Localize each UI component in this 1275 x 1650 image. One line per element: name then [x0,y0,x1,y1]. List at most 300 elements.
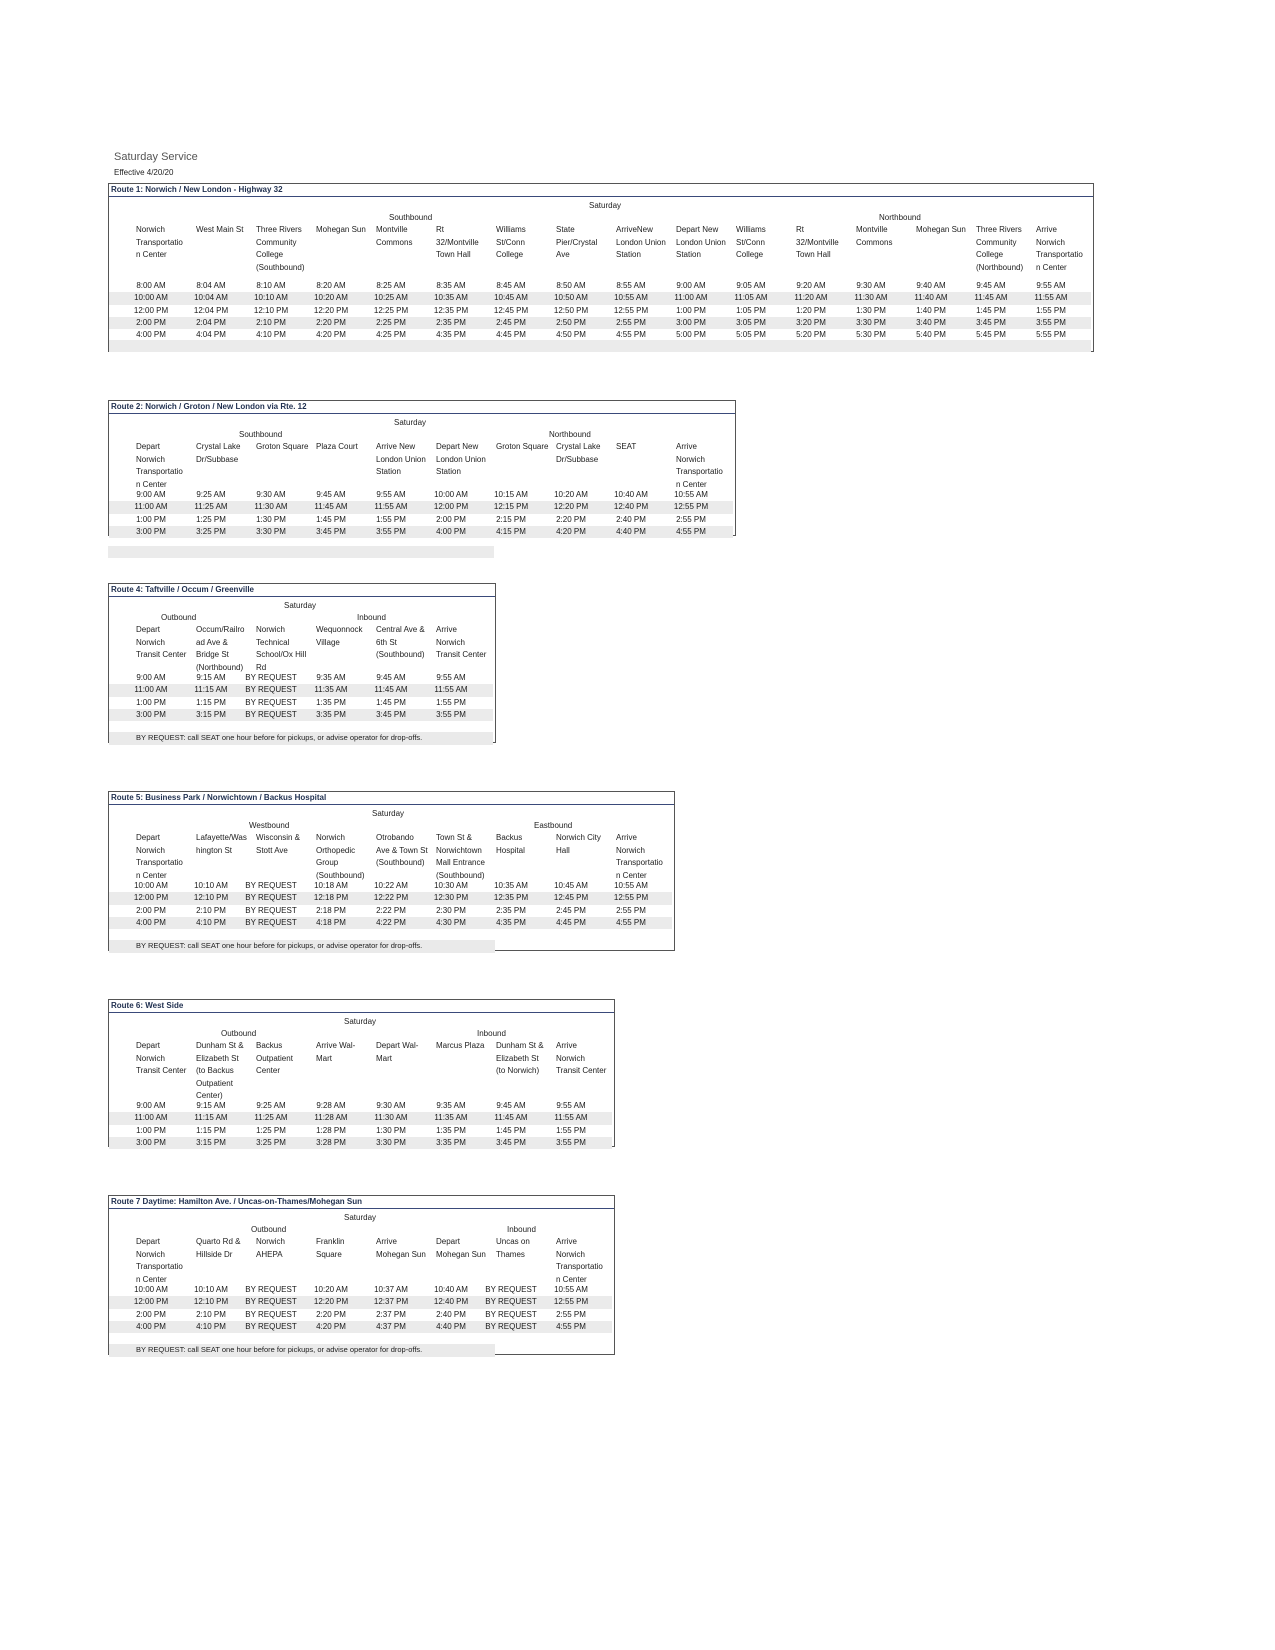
table-cell: 12:10 PM [193,1297,229,1307]
route-table-3 [108,583,496,743]
table-cell: 11:00 AM [134,685,168,695]
table-cell: 9:40 AM [916,281,946,290]
table-row [109,1284,612,1297]
table-cell: BY REQUEST [245,709,297,719]
table-row [109,317,1091,330]
column-header: West Main St [196,225,244,234]
day-label: Saturday [344,1213,377,1222]
table-cell: 5:55 PM [1036,330,1066,340]
table-cell: 12:55 PM [553,1297,589,1307]
table-cell: 8:50 AM [556,281,586,290]
table-cell: 4:20 PM [316,330,346,340]
table-cell: 1:30 PM [376,1125,406,1135]
table-cell: 10:10 AM [194,881,228,890]
table-cell: 10:37 AM [374,1285,408,1294]
table-cell: 4:04 PM [196,330,226,340]
table-cell: 2:20 PM [316,1309,346,1319]
table-cell: 4:00 PM [436,526,466,536]
day-label: Saturday [589,201,622,210]
table-cell: 8:55 AM [616,281,646,290]
table-cell: 12:50 PM [553,305,589,315]
table-row [109,892,672,905]
column-header: Arrive Norwich Transit Center [556,1041,607,1075]
table-cell: 4:22 PM [376,917,406,927]
table-cell: 9:28 AM [316,1101,346,1110]
table-cell: 9:15 AM [196,1101,226,1110]
table-cell: 3:15 PM [196,1137,226,1147]
column-header: Crystal Lake Dr/Subbase [556,442,601,464]
table-cell: 4:55 PM [616,917,646,927]
table-cell: 3:30 PM [376,1137,406,1147]
table-cell: 2:55 PM [556,1309,586,1319]
table-cell: 3:45 PM [976,317,1006,327]
table-cell: 4:35 PM [496,917,526,927]
column-header: Norwich Transportatio n Center [136,225,183,259]
table-cell: 3:35 PM [316,709,346,719]
day-label: Saturday [372,809,405,818]
direction-label: Outbound [251,1225,287,1234]
table-cell: 12:04 PM [193,305,229,315]
column-header: Arrive Norwich Transportatio n Center [556,1237,603,1284]
table-cell: 2:04 PM [196,317,226,327]
table-cell: 10:20 AM [314,1285,348,1294]
table-cell: 1:30 PM [856,305,886,315]
column-header: Arrive Wal- Mart [316,1041,356,1063]
table-cell: 3:00 PM [136,1137,166,1147]
direction-label: Outbound [161,613,197,622]
table-cell: 1:05 PM [736,305,766,315]
table-cell: 9:35 AM [436,1101,466,1110]
by-request-note: BY REQUEST: call SEAT one hour before for pickups, or advise operator for drop-offs. [109,732,493,745]
table-cell: 9:45 AM [976,281,1006,290]
table-cell: 3:45 PM [376,709,406,719]
table-cell: 11:25 AM [194,502,228,512]
column-header: Williams St/Conn College [736,225,766,259]
table-cell: 2:50 PM [556,317,586,327]
column-header: Mohegan Sun [316,225,366,234]
column-header: Norwich City Hall [556,833,601,855]
table-cell: 1:00 PM [136,514,166,524]
column-header: Lafayette/Was hington St [196,833,247,855]
table-cell: 11:55 AM [1034,293,1068,303]
table-cell: 11:40 AM [914,293,948,303]
table-cell: BY REQUEST [245,685,297,695]
table-cell: 3:30 PM [856,317,886,327]
column-header: Arrive Norwich Transportatio n Center [1036,225,1083,272]
table-cell: BY REQUEST [245,905,297,915]
table-cell: 10:40 AM [434,1285,468,1294]
table-cell: 2:35 PM [496,905,526,915]
table-cell: 5:20 PM [796,330,826,340]
table-cell: 12:35 PM [493,893,529,903]
table-cell: 12:00 PM [133,305,169,315]
table-cell: 11:35 AM [434,1113,468,1123]
table-cell: 3:40 PM [916,317,946,327]
table-cell: BY REQUEST [245,1321,297,1331]
table-cell: 2:00 PM [436,514,466,524]
column-header: Otrobando Ave & Town St (Southbound) [376,833,428,867]
direction-label: Outbound [221,1029,257,1038]
direction-label: Westbound [249,821,290,830]
table-cell: 3:00 PM [136,526,166,536]
table-cell: 9:55 AM [436,673,466,682]
table-cell: 9:25 AM [196,490,226,499]
table-row [109,514,733,527]
column-header: Three Rivers Community College (Northbound) [976,225,1024,272]
column-header: Norwich Orthopedic Group (Southbound) [316,833,365,880]
column-header: Backus Outpatient Center [256,1041,293,1075]
table-cell: 11:35 AM [314,685,348,695]
spacer-band [109,340,1091,352]
column-header: Three Rivers Community College (Southbound) [256,225,305,272]
table-cell: 11:30 AM [254,502,288,512]
table-cell: 12:30 PM [433,893,469,903]
table-cell: 1:45 PM [376,697,406,707]
column-header: Montville Commons [856,225,893,247]
table-cell: 3:00 PM [676,317,706,327]
table-row [109,489,733,502]
table-cell: 9:45 AM [376,673,406,682]
table-cell: 1:55 PM [1036,305,1066,315]
table-cell: 3:25 PM [256,1137,286,1147]
column-header: Depart Norwich Transportatio n Center [136,1237,183,1284]
table-cell: 4:20 PM [316,1321,346,1331]
table-cell: 1:25 PM [256,1125,286,1135]
table-cell: 2:40 PM [616,514,646,524]
table-row [109,697,493,710]
table-cell: 1:15 PM [196,1125,226,1135]
table-cell: 11:45 AM [374,685,408,695]
day-label: Saturday [284,601,317,610]
table-row [109,672,493,685]
table-row [109,905,672,918]
table-cell: 5:00 PM [676,330,706,340]
column-header: Depart Norwich Transportatio n Center [136,833,183,880]
table-cell: 4:30 PM [436,917,466,927]
table-cell: 10:35 AM [434,293,468,303]
table-cell: 9:00 AM [136,673,166,682]
table-cell: 3:25 PM [196,526,226,536]
document-title: Saturday Service [114,151,198,163]
table-cell: 12:20 PM [313,305,349,315]
table-cell: 10:50 AM [554,293,588,303]
column-header: Wequonnock Village [316,625,363,647]
table-cell: 2:10 PM [256,317,286,327]
table-cell: 4:35 PM [436,330,466,340]
column-header: Backus Hospital [496,833,525,855]
table-cell: 12:00 PM [433,502,469,512]
table-cell: 12:35 PM [433,305,469,315]
column-header: Central Ave & 6th St (Southbound) [376,625,425,659]
column-header: Mohegan Sun [916,225,966,234]
table-row [109,709,493,722]
column-header: Plaza Court [316,442,358,451]
table-cell: 12:22 PM [373,893,409,903]
table-cell: BY REQUEST [245,673,297,682]
table-cell: 3:35 PM [436,1137,466,1147]
table-cell: 4:55 PM [616,330,646,340]
table-cell: 9:20 AM [796,281,826,290]
table-cell: 8:45 AM [496,281,526,290]
table-cell: 11:05 AM [734,293,768,303]
table-cell: 10:55 AM [674,490,708,499]
table-cell: 4:55 PM [556,1321,586,1331]
table-cell: 12:18 PM [313,893,349,903]
column-header: Dunham St & Elizabeth St (to Norwich) [496,1041,544,1075]
table-row [109,292,1091,305]
table-cell: 10:55 AM [554,1285,588,1294]
table-cell: 12:20 PM [553,502,589,512]
column-header: Depart New London Union Station [676,225,726,259]
table-cell: 1:45 PM [316,514,346,524]
table-cell: 2:00 PM [136,317,166,327]
table-cell: 5:40 PM [916,330,946,340]
column-header: Williams St/Conn College [496,225,526,259]
table-cell: 2:25 PM [376,317,406,327]
table-cell: 9:55 AM [1036,281,1066,290]
table-cell: 4:15 PM [496,526,526,536]
table-cell: 11:30 AM [854,293,888,303]
column-header: Norwich AHEPA [256,1237,285,1259]
table-cell: 4:50 PM [556,330,586,340]
table-cell: 11:00 AM [134,502,168,512]
table-cell: 12:45 PM [553,893,589,903]
column-header: Groton Square [496,442,549,451]
table-row [109,1137,612,1150]
table-cell: BY REQUEST [485,1309,537,1319]
table-cell: 10:45 AM [554,881,588,890]
table-cell: 4:00 PM [136,1321,166,1331]
table-cell: 4:00 PM [136,330,166,340]
table-row [109,305,1091,318]
table-cell: 4:10 PM [196,1321,226,1331]
table-cell: 10:22 AM [374,881,408,890]
table-cell: 11:55 AM [374,502,408,512]
table-cell: BY REQUEST [245,1297,297,1307]
column-header: Quarto Rd & Hillside Dr [196,1237,241,1259]
table-cell: 12:15 PM [493,502,529,512]
table-cell: 4:18 PM [316,917,346,927]
table-cell: 12:25 PM [373,305,409,315]
table-cell: 4:25 PM [376,330,406,340]
table-cell: 10:35 AM [494,881,528,890]
column-header: Depart New London Union Station [436,442,486,476]
table-cell: 1:20 PM [796,305,826,315]
direction-label: Inbound [507,1225,536,1234]
table-cell: 11:20 AM [794,293,828,303]
table-cell: BY REQUEST [245,1285,297,1294]
table-cell: 9:55 AM [376,490,406,499]
table-row [109,1112,612,1125]
table-cell: 1:00 PM [676,305,706,315]
direction-label: Northbound [879,213,921,222]
table-cell: 3:45 PM [496,1137,526,1147]
column-header: Wisconsin & Stott Ave [256,833,301,855]
table-cell: 2:15 PM [496,514,526,524]
table-cell: 2:37 PM [376,1309,406,1319]
table-cell: 1:55 PM [376,514,406,524]
table-cell: 9:30 AM [376,1101,406,1110]
table-cell: 4:20 PM [556,526,586,536]
table-cell: 9:55 AM [556,1101,586,1110]
column-header: Depart Mohegan Sun [436,1237,486,1259]
table-cell: 3:30 PM [256,526,286,536]
direction-label: Inbound [477,1029,506,1038]
table-cell: 2:20 PM [316,317,346,327]
table-cell: 10:00 AM [434,490,468,499]
table-cell: 11:15 AM [194,685,228,695]
table-cell: 1:00 PM [136,1125,166,1135]
table-cell: 1:15 PM [196,697,226,707]
table-cell: 3:45 PM [316,526,346,536]
table-row [109,1100,612,1113]
table-cell: 10:20 AM [554,490,588,499]
column-header: Rt 32/Montville Town Hall [796,225,839,259]
direction-label: Inbound [357,613,386,622]
table-cell: 3:55 PM [556,1137,586,1147]
table-cell: 11:45 AM [974,293,1008,303]
table-cell: 10:00 AM [134,293,168,303]
table-cell: 12:20 PM [313,1297,349,1307]
table-cell: 11:28 AM [314,1113,348,1123]
column-header: Arrive New London Union Station [376,442,426,476]
column-header: Norwich Technical School/Ox Hill Rd [256,625,307,672]
table-row [109,280,1091,293]
route-table-6 [108,1195,615,1355]
direction-label: Southbound [389,213,433,222]
column-header: State Pier/Crystal Ave [556,225,598,259]
table-cell: 11:45 AM [314,502,348,512]
table-cell: 9:35 AM [316,673,346,682]
table-cell: 3:55 PM [436,709,466,719]
table-cell: 1:40 PM [916,305,946,315]
table-cell: 3:15 PM [196,709,226,719]
effective-date: Effective 4/20/20 [114,168,174,177]
table-cell: 9:30 AM [256,490,286,499]
table-cell: 3:05 PM [736,317,766,327]
table-cell: 9:00 AM [136,490,166,499]
table-cell: 10:18 AM [314,881,348,890]
column-header: Rt 32/Montville Town Hall [436,225,479,259]
column-header: Arrive Norwich Transit Center [436,625,487,659]
table-cell: 2:40 PM [436,1309,466,1319]
table-cell: 9:05 AM [736,281,766,290]
table-cell: 11:25 AM [254,1113,288,1123]
table-cell: 8:00 AM [136,281,166,290]
table-cell: 9:00 AM [676,281,706,290]
table-cell: 9:15 AM [196,673,226,682]
direction-label: Northbound [549,430,591,439]
table-cell: 3:55 PM [1036,317,1066,327]
table-cell: 8:10 AM [256,281,286,290]
table-cell: 10:00 AM [134,1285,168,1294]
table-cell: 2:55 PM [616,317,646,327]
table-cell: 12:10 PM [253,305,289,315]
table-cell: 9:30 AM [856,281,886,290]
day-label: Saturday [394,418,427,427]
table-cell: 10:30 AM [434,881,468,890]
table-cell: 10:15 AM [494,490,528,499]
column-header: Dunham St & Elizabeth St (to Backus Outpatient Center) [196,1041,244,1100]
table-row [109,880,672,893]
table-cell: 1:28 PM [316,1125,346,1135]
table-cell: BY REQUEST [485,1321,537,1331]
table-cell: 1:45 PM [496,1125,526,1135]
table-cell: 2:55 PM [616,905,646,915]
by-request-note: BY REQUEST: call SEAT one hour before for pickups, or advise operator for drop-offs. [109,1344,495,1357]
table-cell: 3:28 PM [316,1137,346,1147]
table-cell: 12:00 PM [133,893,169,903]
route-table-1 [108,183,1094,352]
table-cell: 4:10 PM [196,917,226,927]
table-cell: 10:00 AM [134,881,168,890]
table-cell: BY REQUEST [245,893,297,903]
table-cell: 10:25 AM [374,293,408,303]
column-header: Occum/Railro ad Ave & Bridge St (Northbound) [196,625,245,672]
table-cell: 8:04 AM [196,281,226,290]
table-cell: 1:25 PM [196,514,226,524]
table-cell: 3:20 PM [796,317,826,327]
table-cell: 12:40 PM [613,502,649,512]
column-header: ArriveNew London Union Station [616,225,666,259]
table-cell: 12:55 PM [673,502,709,512]
column-header: Arrive Mohegan Sun [376,1237,426,1259]
table-cell: 9:45 AM [496,1101,526,1110]
table-cell: BY REQUEST [485,1285,537,1294]
route-title: Route 2: Norwich / Groton / New London via Rte. 12 [109,401,735,414]
table-cell: 4:45 PM [556,917,586,927]
column-header: Groton Square [256,442,309,451]
table-cell: 8:35 AM [436,281,466,290]
table-cell: 10:55 AM [614,881,648,890]
direction-label: Southbound [239,430,283,439]
table-cell: 2:20 PM [556,514,586,524]
by-request-note: BY REQUEST: call SEAT one hour before for pickups, or advise operator for drop-offs. [109,940,495,953]
table-cell: 12:40 PM [433,1297,469,1307]
table-row [109,684,493,697]
column-header: Marcus Plaza [436,1041,485,1050]
route-title: Route 4: Taftville / Occum / Greenville [109,584,495,597]
table-cell: 10:20 AM [314,293,348,303]
table-cell: 11:00 AM [134,1113,168,1123]
table-cell: 9:00 AM [136,1101,166,1110]
route-title: Route 6: West Side [109,1000,614,1013]
table-cell: 12:45 PM [493,305,529,315]
table-cell: 9:25 AM [256,1101,286,1110]
column-header: SEAT [616,442,637,451]
table-cell: 9:45 AM [316,490,346,499]
table-cell: 2:22 PM [376,905,406,915]
column-header: Town St & Norwichtown Mall Entrance (Southbound) [436,833,485,880]
column-header: Depart Norwich Transit Center [136,625,187,659]
table-row [109,1309,612,1322]
table-cell: 8:20 AM [316,281,346,290]
table-cell: 2:18 PM [316,905,346,915]
table-cell: 1:45 PM [976,305,1006,315]
table-cell: BY REQUEST [485,1297,537,1307]
table-cell: 2:45 PM [496,317,526,327]
route-title: Route 1: Norwich / New London - Highway 32 [109,184,1093,197]
spacer-band [108,546,494,558]
column-header: Uncas on Thames [496,1237,530,1259]
table-cell: 2:00 PM [136,905,166,915]
table-cell: BY REQUEST [245,1309,297,1319]
table-cell: 4:55 PM [676,526,706,536]
table-cell: 2:10 PM [196,905,226,915]
table-row [109,1125,612,1138]
table-cell: 1:30 PM [256,514,286,524]
column-header: Depart Norwich Transportatio n Center [136,442,183,489]
